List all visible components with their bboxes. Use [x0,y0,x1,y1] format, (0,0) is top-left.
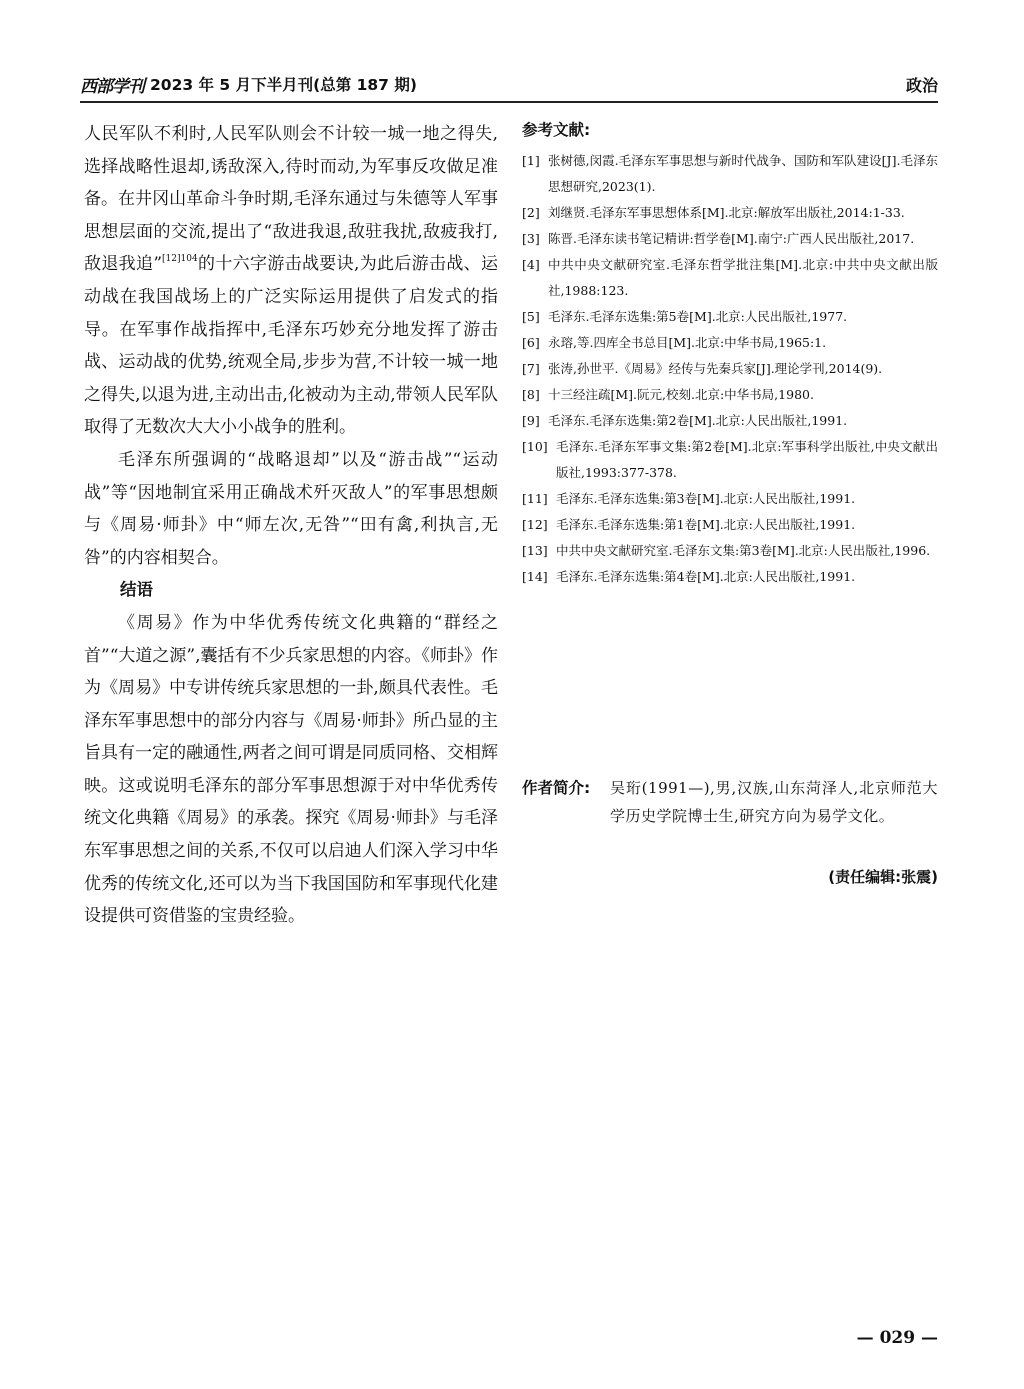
reference-number: [6] [522,335,540,350]
responsible-editor: (责任编辑:张震) [828,868,938,886]
reference-text: 张涛,孙世平.《周易》经传与先秦兵家[J].理论学刊,2014(9). [548,361,883,376]
issue-info: 2023 年 5 月下半月刊(总第 187 期) [150,76,417,94]
reference-text: 毛泽东.毛泽东选集:第1卷[M].北京:人民出版社,1991. [556,517,856,532]
reference-text: 十三经注疏[M].阮元,校刻.北京:中华书局,1980. [548,387,814,402]
reference-number: [10] [522,439,548,454]
journal-logo: 西部学刊 [80,77,144,97]
reference-text: 毛泽东.毛泽东军事文集:第2卷[M].北京:军事科学出版社,中央文献出版社,1993:377-378. [556,439,938,480]
reference-number: [7] [522,361,540,376]
reference-text: 毛泽东.毛泽东选集:第2卷[M].北京:人民出版社,1991. [548,413,848,428]
reference-number: [11] [522,491,548,506]
reference-item [522,304,938,330]
reference-text: 永瑢,等.四库全书总目[M].北京:中华书局,1965:1. [548,335,827,350]
reference-item [522,252,938,304]
reference-text: 毛泽东.毛泽东选集:第5卷[M].北京:人民出版社,1977. [548,309,848,324]
reference-number: [8] [522,387,540,402]
reference-item [522,330,938,356]
author-text: 吴珩(1991—),男,汉族,山东菏泽人,北京师范大学历史学院博士生,研究方向为易学文化。 [610,779,938,825]
references-title: 参考文献: [522,121,591,139]
reference-number: [5] [522,309,540,324]
reference-text: 毛泽东.毛泽东选集:第3卷[M].北京:人民出版社,1991. [556,491,856,506]
reference-text: 毛泽东.毛泽东选集:第4卷[M].北京:人民出版社,1991. [556,569,856,584]
body-paragraph-2: 毛泽东所强调的“战略退却”以及“游击战”“运动战”等“因地制宜采用正确战术歼灭敌人”的军事思想颇与《周易·师卦》中“师左次,无咎”“田有禽,利执言,无咎”的内容相契合。 [84,449,498,568]
reference-number: [9] [522,413,540,428]
running-header [80,70,938,100]
section-name: 政治 [905,76,938,95]
reference-item [522,564,938,590]
reference-item [522,486,938,512]
reference-item [522,200,938,226]
paragraph-text: 人民军队不利时,人民军队则会不计较一城一地之得失,选择战略性退却,诱敌深入,待时而动,为军事反攻做足准备。在井冈山革命斗争时期,毛泽东通过与朱德等人军事思想层面的交流,提出了“敌进我退,敌驻我扰,敌疲我打,敌退我追” [84,124,498,275]
reference-number: [2] [522,205,540,220]
right-column [522,118,938,590]
reference-number: [14] [522,569,548,584]
reference-item [522,434,938,486]
author-bio [522,775,938,830]
reference-item [522,382,938,408]
reference-text: 张树德,闵霞.毛泽东军事思想与新时代战争、国防和军队建设[J].毛泽东思想研究,2023(1). [548,153,938,194]
reference-number: [12] [522,517,548,532]
reference-item [522,356,938,382]
body-paragraph-3: 《周易》作为中华优秀传统文化典籍的“群经之首”“大道之源”,囊括有不少兵家思想的内容。《师卦》作为《周易》中专讲传统兵家思想的一卦,颇具代表性。毛泽东军事思想中的部分内容与《周易·师卦》所凸显的主旨具有一定的融通性,两者之间可谓是同质同格、交相辉映。这或说明毛泽东的部分军事思想源于对中华优秀传统文化典籍《周易》的承袭。探究《周易·师卦》与毛泽东军事思想之间的关系,不仅可以启迪人们深入学习中华优秀的传统文化,还可以为当下我国国防和军事现代化建设提供可资借鉴的宝贵经验。 [84,612,498,927]
reference-text: 中共中央文献研究室.毛泽东哲学批注集[M].北京:中共中央文献出版社,1988:123. [548,257,938,298]
reference-text: 刘继贤.毛泽东军事思想体系[M].北京:解放军出版社,2014:1-33. [548,205,905,220]
author-label: 作者简介: [522,779,591,797]
reference-item [522,148,938,200]
reference-item [522,408,938,434]
page-number: — 029 — [856,1328,938,1348]
reference-text: 陈晋.毛泽东读书笔记精讲:哲学卷[M].南宁:广西人民出版社,2017. [548,231,915,246]
reference-item [522,512,938,538]
left-column [84,118,498,933]
header-rule [80,101,938,103]
reference-list [522,148,938,590]
body-paragraph-1 [84,118,498,444]
reference-text: 中共中央文献研究室.毛泽东文集:第3卷[M].北京:人民出版社,1996. [556,543,931,558]
paragraph-text: 的十六字游击战要诀,为此后游击战、运动战在我国战场上的广泛实际运用提供了启发式的指导。在军事作战指挥中,毛泽东巧妙充分地发挥了游击战、运动战的优势,统观全局,步步为营,不计较一城一地之得失,以退为进,主动出击,化被动为主动,带领人民军队取得了无数次大大小小战争的胜利。 [84,254,498,438]
reference-number: [3] [522,231,540,246]
reference-number: [13] [522,543,548,558]
reference-item [522,226,938,252]
section-heading: 结语 [120,580,153,600]
reference-item [522,538,938,564]
reference-number: [1] [522,153,540,168]
reference-number: [4] [522,257,540,272]
citation: [12]104 [162,254,198,265]
